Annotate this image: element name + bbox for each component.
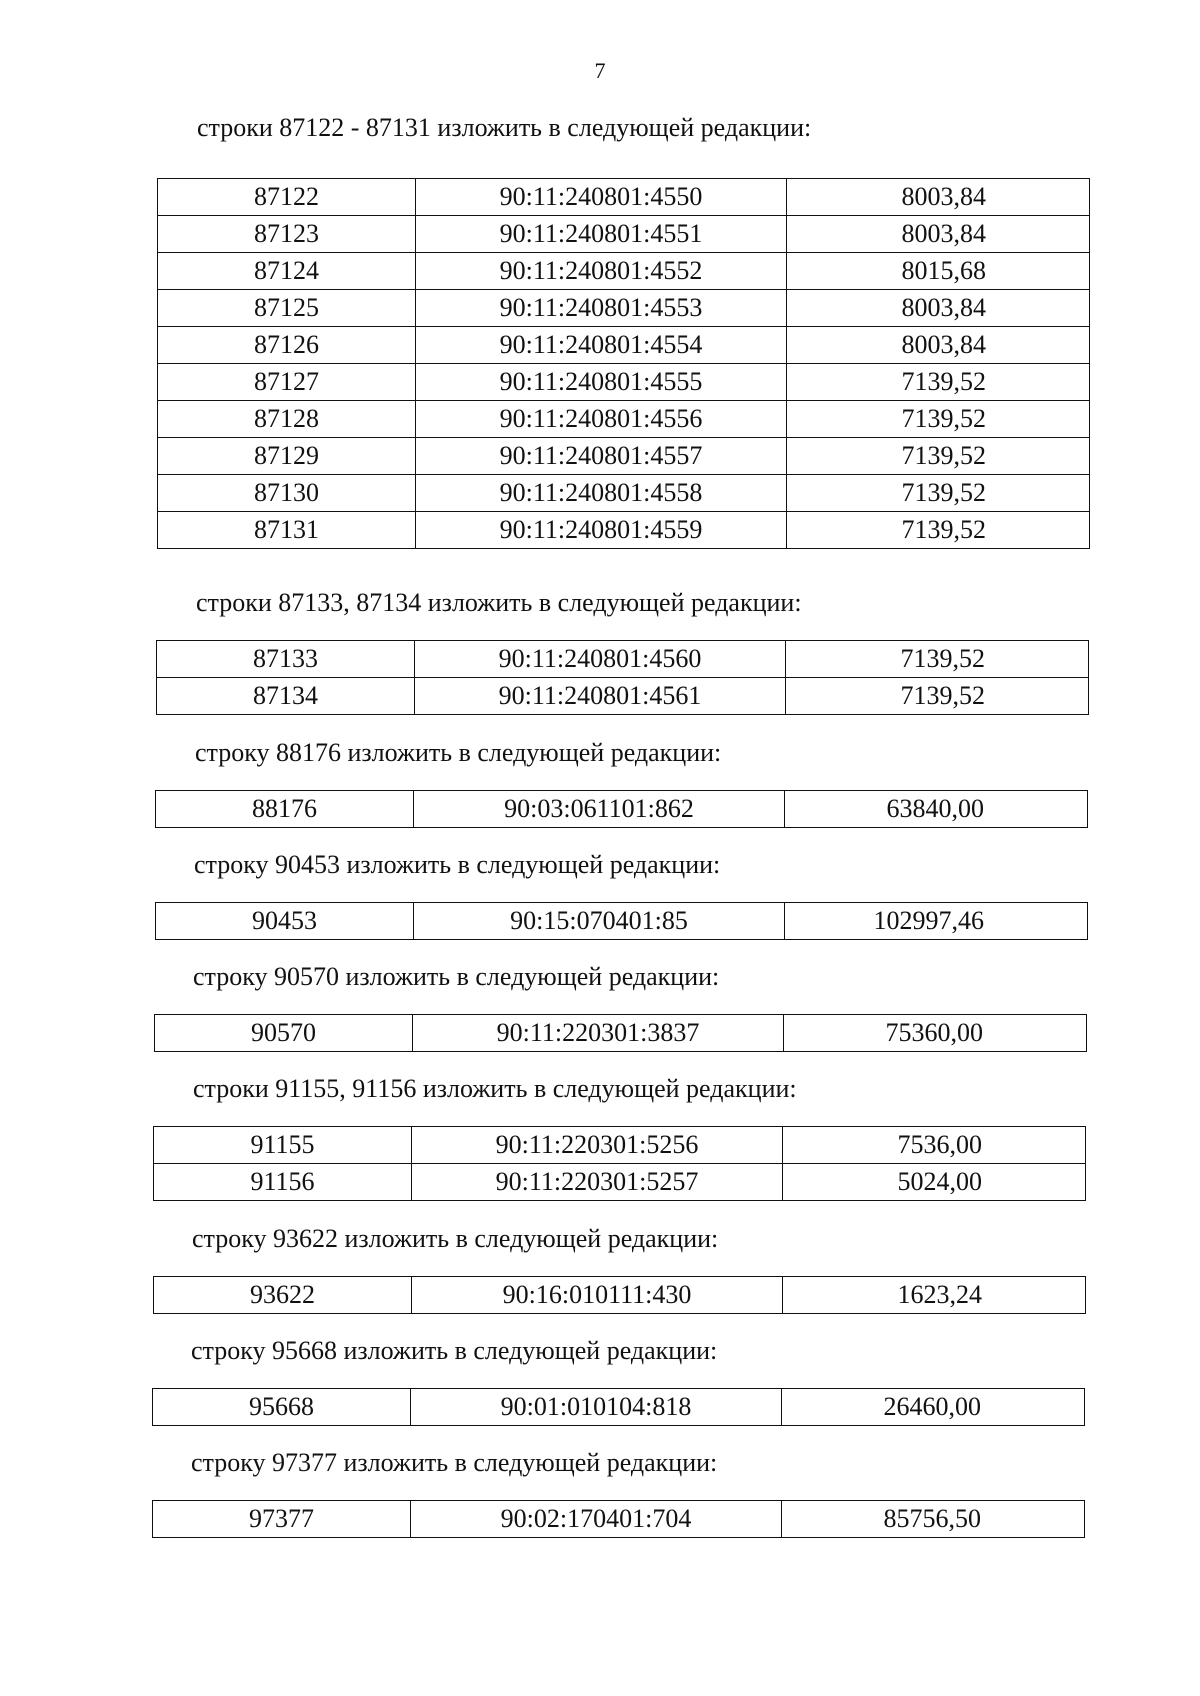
table-row [156,791,1088,828]
value-cell: 7139,52 [786,641,1089,678]
cadastral-number: 90:11:240801:4552 [416,253,787,290]
table-row [154,1277,1086,1314]
table-row [153,1501,1085,1538]
table-row [155,1015,1087,1052]
value-cell: 8003,84 [787,290,1090,327]
value-cell: 7139,52 [787,475,1090,512]
value-cell: 7139,52 [787,512,1090,549]
amendment-table [157,178,1090,549]
value-cell: 1623,24 [783,1277,1086,1314]
row-number: 87131 [158,512,416,549]
cadastral-number: 90:11:220301:5256 [412,1127,783,1164]
table-row [157,641,1089,678]
table-row [158,512,1090,549]
value-cell: 63840,00 [785,791,1088,828]
value-cell: 26460,00 [782,1389,1085,1426]
cadastral-number: 90:11:240801:4561 [415,678,786,715]
table-row [158,401,1090,438]
amendment-table [155,790,1088,828]
section-intro: строки 91155, 91156 изложить в следующей редакции: [193,1074,797,1103]
cadastral-number: 90:15:070401:85 [414,903,785,940]
row-number: 87124 [158,253,416,290]
cadastral-number: 90:11:240801:4556 [416,401,787,438]
value-cell: 8003,84 [787,327,1090,364]
amendment-table [152,1388,1085,1426]
row-number: 87133 [157,641,415,678]
table-row [158,364,1090,401]
value-cell: 8003,84 [787,216,1090,253]
row-number: 87129 [158,438,416,475]
value-cell: 7139,52 [786,678,1089,715]
table-row [156,903,1088,940]
value-cell: 8015,68 [787,253,1090,290]
value-cell: 5024,00 [783,1164,1086,1201]
value-cell: 7536,00 [783,1127,1086,1164]
value-cell: 8003,84 [787,179,1090,216]
value-cell: 102997,46 [785,903,1088,940]
value-cell: 85756,50 [782,1501,1085,1538]
cadastral-number: 90:11:240801:4559 [416,512,787,549]
row-number: 87122 [158,179,416,216]
section-intro: строку 90570 изложить в следующей редакции: [193,962,720,991]
cadastral-number: 90:11:240801:4553 [416,290,787,327]
value-cell: 7139,52 [787,438,1090,475]
row-number: 93622 [154,1277,412,1314]
row-number: 87127 [158,364,416,401]
table-row [158,475,1090,512]
amendment-table [153,1276,1086,1314]
table-row [154,1164,1086,1201]
table-row [158,290,1090,327]
row-number: 87126 [158,327,416,364]
row-number: 90570 [155,1015,413,1052]
cadastral-number: 90:11:240801:4555 [416,364,787,401]
row-number: 91156 [154,1164,412,1201]
value-cell: 7139,52 [787,401,1090,438]
value-cell: 75360,00 [784,1015,1087,1052]
table-row [153,1389,1085,1426]
row-number: 87134 [157,678,415,715]
cadastral-number: 90:11:240801:4557 [416,438,787,475]
amendment-table [154,1014,1087,1052]
table-row [157,678,1089,715]
value-cell: 7139,52 [787,364,1090,401]
row-number: 95668 [153,1389,411,1426]
cadastral-number: 90:02:170401:704 [411,1501,782,1538]
section-intro: строку 93622 изложить в следующей редакции: [192,1224,719,1253]
table-row [158,179,1090,216]
table-row [158,438,1090,475]
cadastral-number: 90:11:240801:4554 [416,327,787,364]
cadastral-number: 90:03:061101:862 [414,791,785,828]
table-row [158,253,1090,290]
section-intro: строку 95668 изложить в следующей редакции: [191,1336,718,1365]
section-intro: строку 88176 изложить в следующей редакции: [195,738,722,767]
row-number: 90453 [156,903,414,940]
cadastral-number: 90:01:010104:818 [411,1389,782,1426]
cadastral-number: 90:11:240801:4551 [416,216,787,253]
amendment-table [153,1126,1086,1201]
row-number: 87130 [158,475,416,512]
cadastral-number: 90:11:220301:5257 [412,1164,783,1201]
row-number: 97377 [153,1501,411,1538]
row-number: 87125 [158,290,416,327]
row-number: 88176 [156,791,414,828]
row-number: 87128 [158,401,416,438]
section-intro: строку 90453 изложить в следующей редакции: [194,850,721,879]
row-number: 87123 [158,216,416,253]
section-intro: строку 97377 изложить в следующей редакции: [191,1448,718,1477]
cadastral-number: 90:11:240801:4558 [416,475,787,512]
cadastral-number: 90:16:010111:430 [412,1277,783,1314]
amendment-table [155,902,1088,940]
section-intro: строки 87122 - 87131 изложить в следующей редакции: [197,113,812,142]
cadastral-number: 90:11:240801:4550 [416,179,787,216]
row-number: 91155 [154,1127,412,1164]
table-row [158,327,1090,364]
section-intro: строки 87133, 87134 изложить в следующей редакции: [196,588,802,617]
amendment-table [152,1500,1085,1538]
amendment-table [156,640,1089,715]
cadastral-number: 90:11:220301:3837 [413,1015,784,1052]
table-row [158,216,1090,253]
table-row [154,1127,1086,1164]
page-number: 7 [594,58,606,83]
cadastral-number: 90:11:240801:4560 [415,641,786,678]
